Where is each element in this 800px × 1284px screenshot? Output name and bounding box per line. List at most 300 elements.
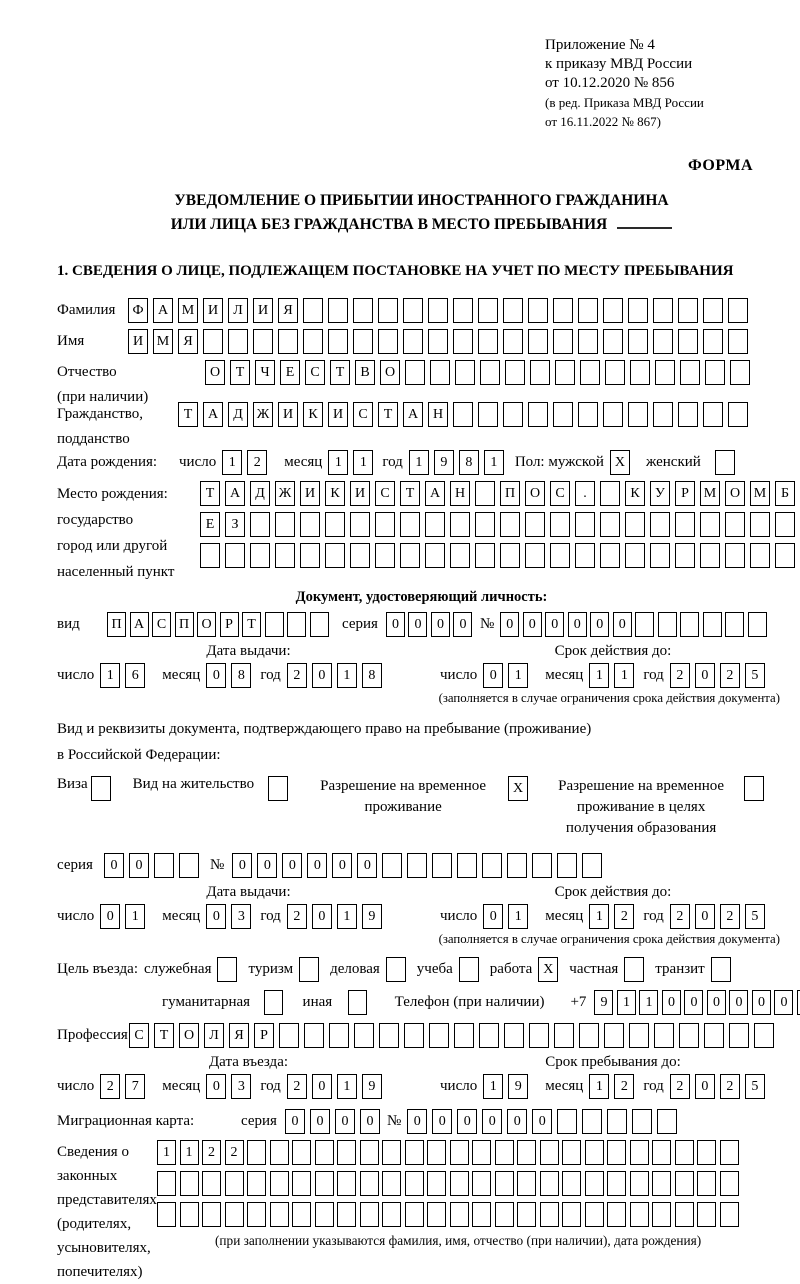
char-cell[interactable]: [429, 1023, 449, 1048]
char-cell[interactable]: 0: [312, 904, 332, 929]
char-cell[interactable]: [700, 512, 720, 537]
char-cell[interactable]: [253, 329, 273, 354]
char-cell[interactable]: [450, 1171, 469, 1196]
char-cell[interactable]: [328, 298, 348, 323]
char-cell[interactable]: 0: [500, 612, 519, 637]
char-cell[interactable]: [550, 543, 570, 568]
char-cell[interactable]: [525, 512, 545, 537]
char-cell[interactable]: [315, 1202, 334, 1227]
temp-residence-checkbox[interactable]: X: [508, 776, 528, 801]
char-cell[interactable]: [650, 543, 670, 568]
char-cell[interactable]: [315, 1140, 334, 1165]
char-cell[interactable]: 0: [335, 1109, 355, 1134]
char-cell[interactable]: [202, 1171, 221, 1196]
char-cell[interactable]: Т: [242, 612, 261, 637]
char-cell[interactable]: Л: [204, 1023, 224, 1048]
char-cell[interactable]: [427, 1171, 446, 1196]
char-cell[interactable]: [603, 298, 623, 323]
char-cell[interactable]: [697, 1140, 716, 1165]
char-cell[interactable]: 2: [287, 904, 307, 929]
char-cell[interactable]: [578, 298, 598, 323]
char-cell[interactable]: Е: [280, 360, 300, 385]
char-cell[interactable]: 2: [670, 1074, 690, 1099]
char-cell[interactable]: П: [175, 612, 194, 637]
char-cell[interactable]: 2: [720, 904, 740, 929]
char-cell[interactable]: 5: [745, 663, 765, 688]
char-cell[interactable]: [378, 298, 398, 323]
char-cell[interactable]: [304, 1023, 324, 1048]
char-cell[interactable]: [507, 853, 527, 878]
char-cell[interactable]: [607, 1140, 626, 1165]
char-cell[interactable]: [275, 512, 295, 537]
char-cell[interactable]: [292, 1202, 311, 1227]
char-cell[interactable]: [704, 1023, 724, 1048]
char-cell[interactable]: М: [178, 298, 198, 323]
purpose-work-checkbox[interactable]: X: [538, 957, 558, 982]
char-cell[interactable]: [303, 329, 323, 354]
char-cell[interactable]: [454, 1023, 474, 1048]
char-cell[interactable]: 0: [507, 1109, 527, 1134]
char-cell[interactable]: [652, 1171, 671, 1196]
char-cell[interactable]: 0: [360, 1109, 380, 1134]
char-cell[interactable]: 1: [589, 1074, 609, 1099]
char-cell[interactable]: И: [203, 298, 223, 323]
char-cell[interactable]: [585, 1171, 604, 1196]
char-cell[interactable]: И: [128, 329, 148, 354]
char-cell[interactable]: [337, 1202, 356, 1227]
char-cell[interactable]: [562, 1202, 581, 1227]
char-cell[interactable]: [180, 1202, 199, 1227]
char-cell[interactable]: [428, 298, 448, 323]
char-cell[interactable]: [550, 512, 570, 537]
char-cell[interactable]: 3: [231, 1074, 251, 1099]
char-cell[interactable]: Ж: [275, 481, 295, 506]
purpose-study-checkbox[interactable]: [459, 957, 479, 982]
char-cell[interactable]: [403, 298, 423, 323]
char-cell[interactable]: 9: [362, 904, 382, 929]
char-cell[interactable]: [729, 1023, 749, 1048]
char-cell[interactable]: 0: [695, 663, 715, 688]
char-cell[interactable]: [500, 543, 520, 568]
char-cell[interactable]: 0: [774, 990, 793, 1015]
char-cell[interactable]: 0: [432, 1109, 452, 1134]
char-cell[interactable]: [703, 298, 723, 323]
char-cell[interactable]: Т: [378, 402, 398, 427]
char-cell[interactable]: [630, 1171, 649, 1196]
char-cell[interactable]: [705, 360, 725, 385]
char-cell[interactable]: С: [353, 402, 373, 427]
char-cell[interactable]: [337, 1140, 356, 1165]
char-cell[interactable]: [478, 329, 498, 354]
char-cell[interactable]: Т: [230, 360, 250, 385]
char-cell[interactable]: [700, 543, 720, 568]
char-cell[interactable]: М: [750, 481, 770, 506]
char-cell[interactable]: 0: [613, 612, 632, 637]
char-cell[interactable]: [472, 1171, 491, 1196]
char-cell[interactable]: 0: [307, 853, 327, 878]
char-cell[interactable]: [607, 1109, 627, 1134]
char-cell[interactable]: [382, 1202, 401, 1227]
char-cell[interactable]: 2: [247, 450, 267, 475]
char-cell[interactable]: 1: [589, 663, 609, 688]
char-cell[interactable]: [504, 1023, 524, 1048]
char-cell[interactable]: [725, 543, 745, 568]
char-cell[interactable]: [655, 360, 675, 385]
char-cell[interactable]: У: [650, 481, 670, 506]
char-cell[interactable]: [379, 1023, 399, 1048]
char-cell[interactable]: 0: [545, 612, 564, 637]
char-cell[interactable]: А: [225, 481, 245, 506]
char-cell[interactable]: 9: [508, 1074, 528, 1099]
char-cell[interactable]: 7: [125, 1074, 145, 1099]
char-cell[interactable]: О: [197, 612, 216, 637]
char-cell[interactable]: [503, 329, 523, 354]
char-cell[interactable]: [270, 1140, 289, 1165]
char-cell[interactable]: 0: [232, 853, 252, 878]
char-cell[interactable]: [562, 1140, 581, 1165]
char-cell[interactable]: С: [129, 1023, 149, 1048]
char-cell[interactable]: О: [179, 1023, 199, 1048]
char-cell[interactable]: 0: [483, 663, 503, 688]
char-cell[interactable]: [720, 1171, 739, 1196]
char-cell[interactable]: [528, 402, 548, 427]
char-cell[interactable]: [407, 853, 427, 878]
char-cell[interactable]: 0: [408, 612, 427, 637]
char-cell[interactable]: [450, 1140, 469, 1165]
female-checkbox[interactable]: [715, 450, 735, 475]
char-cell[interactable]: 2: [100, 1074, 120, 1099]
char-cell[interactable]: [630, 360, 650, 385]
char-cell[interactable]: [354, 1023, 374, 1048]
char-cell[interactable]: Д: [228, 402, 248, 427]
char-cell[interactable]: [200, 543, 220, 568]
char-cell[interactable]: 0: [662, 990, 681, 1015]
char-cell[interactable]: Д: [250, 481, 270, 506]
char-cell[interactable]: П: [107, 612, 126, 637]
char-cell[interactable]: [697, 1171, 716, 1196]
char-cell[interactable]: 0: [206, 663, 226, 688]
char-cell[interactable]: 0: [590, 612, 609, 637]
char-cell[interactable]: [653, 402, 673, 427]
char-cell[interactable]: [270, 1171, 289, 1196]
char-cell[interactable]: [154, 853, 174, 878]
char-cell[interactable]: [329, 1023, 349, 1048]
char-cell[interactable]: 0: [532, 1109, 552, 1134]
char-cell[interactable]: 8: [231, 663, 251, 688]
char-cell[interactable]: [680, 612, 699, 637]
purpose-humanitarian-checkbox[interactable]: [264, 990, 283, 1015]
char-cell[interactable]: [425, 512, 445, 537]
char-cell[interactable]: [180, 1171, 199, 1196]
char-cell[interactable]: [703, 402, 723, 427]
char-cell[interactable]: 0: [129, 853, 149, 878]
char-cell[interactable]: [628, 329, 648, 354]
char-cell[interactable]: [578, 329, 598, 354]
char-cell[interactable]: [562, 1171, 581, 1196]
char-cell[interactable]: Ф: [128, 298, 148, 323]
char-cell[interactable]: 1: [337, 1074, 357, 1099]
char-cell[interactable]: Т: [200, 481, 220, 506]
char-cell[interactable]: [629, 1023, 649, 1048]
char-cell[interactable]: Р: [220, 612, 239, 637]
char-cell[interactable]: [750, 543, 770, 568]
char-cell[interactable]: 1: [180, 1140, 199, 1165]
char-cell[interactable]: 0: [431, 612, 450, 637]
char-cell[interactable]: 9: [594, 990, 613, 1015]
char-cell[interactable]: [728, 402, 748, 427]
char-cell[interactable]: [353, 329, 373, 354]
char-cell[interactable]: И: [300, 481, 320, 506]
char-cell[interactable]: 5: [745, 1074, 765, 1099]
char-cell[interactable]: О: [380, 360, 400, 385]
char-cell[interactable]: [225, 1171, 244, 1196]
char-cell[interactable]: [675, 512, 695, 537]
char-cell[interactable]: [585, 1140, 604, 1165]
char-cell[interactable]: [658, 612, 677, 637]
char-cell[interactable]: [403, 329, 423, 354]
char-cell[interactable]: Ч: [255, 360, 275, 385]
char-cell[interactable]: [517, 1140, 536, 1165]
char-cell[interactable]: [495, 1140, 514, 1165]
char-cell[interactable]: В: [355, 360, 375, 385]
char-cell[interactable]: [450, 543, 470, 568]
char-cell[interactable]: [247, 1171, 266, 1196]
char-cell[interactable]: 0: [312, 663, 332, 688]
char-cell[interactable]: [303, 298, 323, 323]
char-cell[interactable]: [530, 360, 550, 385]
char-cell[interactable]: [480, 360, 500, 385]
residence-permit-checkbox[interactable]: [268, 776, 288, 801]
char-cell[interactable]: [555, 360, 575, 385]
char-cell[interactable]: [582, 853, 602, 878]
char-cell[interactable]: [495, 1202, 514, 1227]
char-cell[interactable]: 0: [457, 1109, 477, 1134]
purpose-transit-checkbox[interactable]: [711, 957, 731, 982]
char-cell[interactable]: 0: [752, 990, 771, 1015]
char-cell[interactable]: [360, 1202, 379, 1227]
char-cell[interactable]: О: [725, 481, 745, 506]
char-cell[interactable]: [270, 1202, 289, 1227]
char-cell[interactable]: З: [225, 512, 245, 537]
char-cell[interactable]: 1: [589, 904, 609, 929]
char-cell[interactable]: [553, 402, 573, 427]
char-cell[interactable]: [528, 329, 548, 354]
char-cell[interactable]: [350, 543, 370, 568]
char-cell[interactable]: [654, 1023, 674, 1048]
char-cell[interactable]: [517, 1171, 536, 1196]
char-cell[interactable]: [428, 329, 448, 354]
char-cell[interactable]: [279, 1023, 299, 1048]
char-cell[interactable]: 0: [310, 1109, 330, 1134]
char-cell[interactable]: [350, 512, 370, 537]
char-cell[interactable]: Е: [200, 512, 220, 537]
char-cell[interactable]: [478, 298, 498, 323]
char-cell[interactable]: [382, 853, 402, 878]
char-cell[interactable]: [578, 402, 598, 427]
char-cell[interactable]: [652, 1140, 671, 1165]
char-cell[interactable]: И: [278, 402, 298, 427]
char-cell[interactable]: [540, 1171, 559, 1196]
char-cell[interactable]: [579, 1023, 599, 1048]
char-cell[interactable]: [554, 1023, 574, 1048]
char-cell[interactable]: [457, 853, 477, 878]
char-cell[interactable]: И: [350, 481, 370, 506]
char-cell[interactable]: [607, 1171, 626, 1196]
char-cell[interactable]: [202, 1202, 221, 1227]
char-cell[interactable]: 1: [100, 663, 120, 688]
char-cell[interactable]: [653, 329, 673, 354]
char-cell[interactable]: 1: [639, 990, 658, 1015]
char-cell[interactable]: [540, 1140, 559, 1165]
char-cell[interactable]: [430, 360, 450, 385]
char-cell[interactable]: [482, 853, 502, 878]
char-cell[interactable]: 2: [614, 904, 634, 929]
char-cell[interactable]: 8: [362, 663, 382, 688]
char-cell[interactable]: 0: [206, 904, 226, 929]
char-cell[interactable]: [225, 1202, 244, 1227]
char-cell[interactable]: [503, 402, 523, 427]
char-cell[interactable]: 0: [568, 612, 587, 637]
char-cell[interactable]: [495, 1171, 514, 1196]
char-cell[interactable]: [400, 512, 420, 537]
char-cell[interactable]: [179, 853, 199, 878]
char-cell[interactable]: [453, 402, 473, 427]
char-cell[interactable]: 0: [695, 904, 715, 929]
purpose-tourism-checkbox[interactable]: [299, 957, 319, 982]
char-cell[interactable]: [653, 298, 673, 323]
char-cell[interactable]: [432, 853, 452, 878]
char-cell[interactable]: 2: [614, 1074, 634, 1099]
char-cell[interactable]: [575, 543, 595, 568]
char-cell[interactable]: А: [425, 481, 445, 506]
char-cell[interactable]: 0: [684, 990, 703, 1015]
char-cell[interactable]: Р: [254, 1023, 274, 1048]
char-cell[interactable]: С: [305, 360, 325, 385]
char-cell[interactable]: 5: [745, 904, 765, 929]
char-cell[interactable]: [632, 1109, 652, 1134]
char-cell[interactable]: 1: [328, 450, 348, 475]
char-cell[interactable]: [405, 1171, 424, 1196]
char-cell[interactable]: [750, 512, 770, 537]
char-cell[interactable]: [382, 1140, 401, 1165]
char-cell[interactable]: 9: [362, 1074, 382, 1099]
char-cell[interactable]: [247, 1202, 266, 1227]
char-cell[interactable]: [628, 402, 648, 427]
char-cell[interactable]: [730, 360, 750, 385]
char-cell[interactable]: [517, 1202, 536, 1227]
char-cell[interactable]: [275, 543, 295, 568]
char-cell[interactable]: [300, 512, 320, 537]
char-cell[interactable]: Т: [154, 1023, 174, 1048]
char-cell[interactable]: [603, 329, 623, 354]
char-cell[interactable]: 0: [104, 853, 124, 878]
char-cell[interactable]: [405, 1202, 424, 1227]
char-cell[interactable]: [675, 1171, 694, 1196]
char-cell[interactable]: 3: [231, 904, 251, 929]
char-cell[interactable]: [203, 329, 223, 354]
char-cell[interactable]: [292, 1140, 311, 1165]
char-cell[interactable]: [450, 1202, 469, 1227]
char-cell[interactable]: [400, 543, 420, 568]
char-cell[interactable]: [680, 360, 700, 385]
char-cell[interactable]: [475, 481, 495, 506]
char-cell[interactable]: [475, 512, 495, 537]
char-cell[interactable]: Я: [229, 1023, 249, 1048]
char-cell[interactable]: [540, 1202, 559, 1227]
char-cell[interactable]: [728, 298, 748, 323]
char-cell[interactable]: [328, 329, 348, 354]
char-cell[interactable]: [472, 1202, 491, 1227]
char-cell[interactable]: 1: [157, 1140, 176, 1165]
char-cell[interactable]: 1: [125, 904, 145, 929]
char-cell[interactable]: [678, 402, 698, 427]
char-cell[interactable]: Н: [428, 402, 448, 427]
char-cell[interactable]: 0: [453, 612, 472, 637]
char-cell[interactable]: К: [625, 481, 645, 506]
char-cell[interactable]: О: [525, 481, 545, 506]
char-cell[interactable]: 1: [337, 904, 357, 929]
char-cell[interactable]: [375, 512, 395, 537]
char-cell[interactable]: 2: [720, 1074, 740, 1099]
char-cell[interactable]: [250, 543, 270, 568]
char-cell[interactable]: К: [325, 481, 345, 506]
char-cell[interactable]: 0: [407, 1109, 427, 1134]
purpose-official-checkbox[interactable]: [217, 957, 237, 982]
char-cell[interactable]: М: [700, 481, 720, 506]
char-cell[interactable]: 1: [409, 450, 429, 475]
char-cell[interactable]: [600, 543, 620, 568]
visa-checkbox[interactable]: [91, 776, 111, 801]
char-cell[interactable]: 2: [225, 1140, 244, 1165]
char-cell[interactable]: 0: [386, 612, 405, 637]
char-cell[interactable]: [625, 512, 645, 537]
char-cell[interactable]: [450, 512, 470, 537]
char-cell[interactable]: П: [500, 481, 520, 506]
char-cell[interactable]: [425, 543, 445, 568]
char-cell[interactable]: [675, 543, 695, 568]
char-cell[interactable]: [532, 853, 552, 878]
char-cell[interactable]: [500, 512, 520, 537]
char-cell[interactable]: [378, 329, 398, 354]
char-cell[interactable]: 1: [337, 663, 357, 688]
char-cell[interactable]: 0: [729, 990, 748, 1015]
char-cell[interactable]: [754, 1023, 774, 1048]
char-cell[interactable]: [600, 512, 620, 537]
char-cell[interactable]: 1: [222, 450, 242, 475]
char-cell[interactable]: Я: [178, 329, 198, 354]
char-cell[interactable]: С: [550, 481, 570, 506]
char-cell[interactable]: Я: [278, 298, 298, 323]
char-cell[interactable]: [557, 1109, 577, 1134]
char-cell[interactable]: [600, 481, 620, 506]
char-cell[interactable]: [405, 1140, 424, 1165]
char-cell[interactable]: [157, 1171, 176, 1196]
char-cell[interactable]: 1: [353, 450, 373, 475]
char-cell[interactable]: [278, 329, 298, 354]
char-cell[interactable]: 2: [720, 663, 740, 688]
char-cell[interactable]: 1: [484, 450, 504, 475]
char-cell[interactable]: [607, 1202, 626, 1227]
char-cell[interactable]: [375, 543, 395, 568]
char-cell[interactable]: [603, 402, 623, 427]
char-cell[interactable]: Р: [675, 481, 695, 506]
char-cell[interactable]: [455, 360, 475, 385]
char-cell[interactable]: [720, 1140, 739, 1165]
char-cell[interactable]: А: [203, 402, 223, 427]
char-cell[interactable]: Б: [775, 481, 795, 506]
char-cell[interactable]: [630, 1202, 649, 1227]
char-cell[interactable]: [625, 543, 645, 568]
